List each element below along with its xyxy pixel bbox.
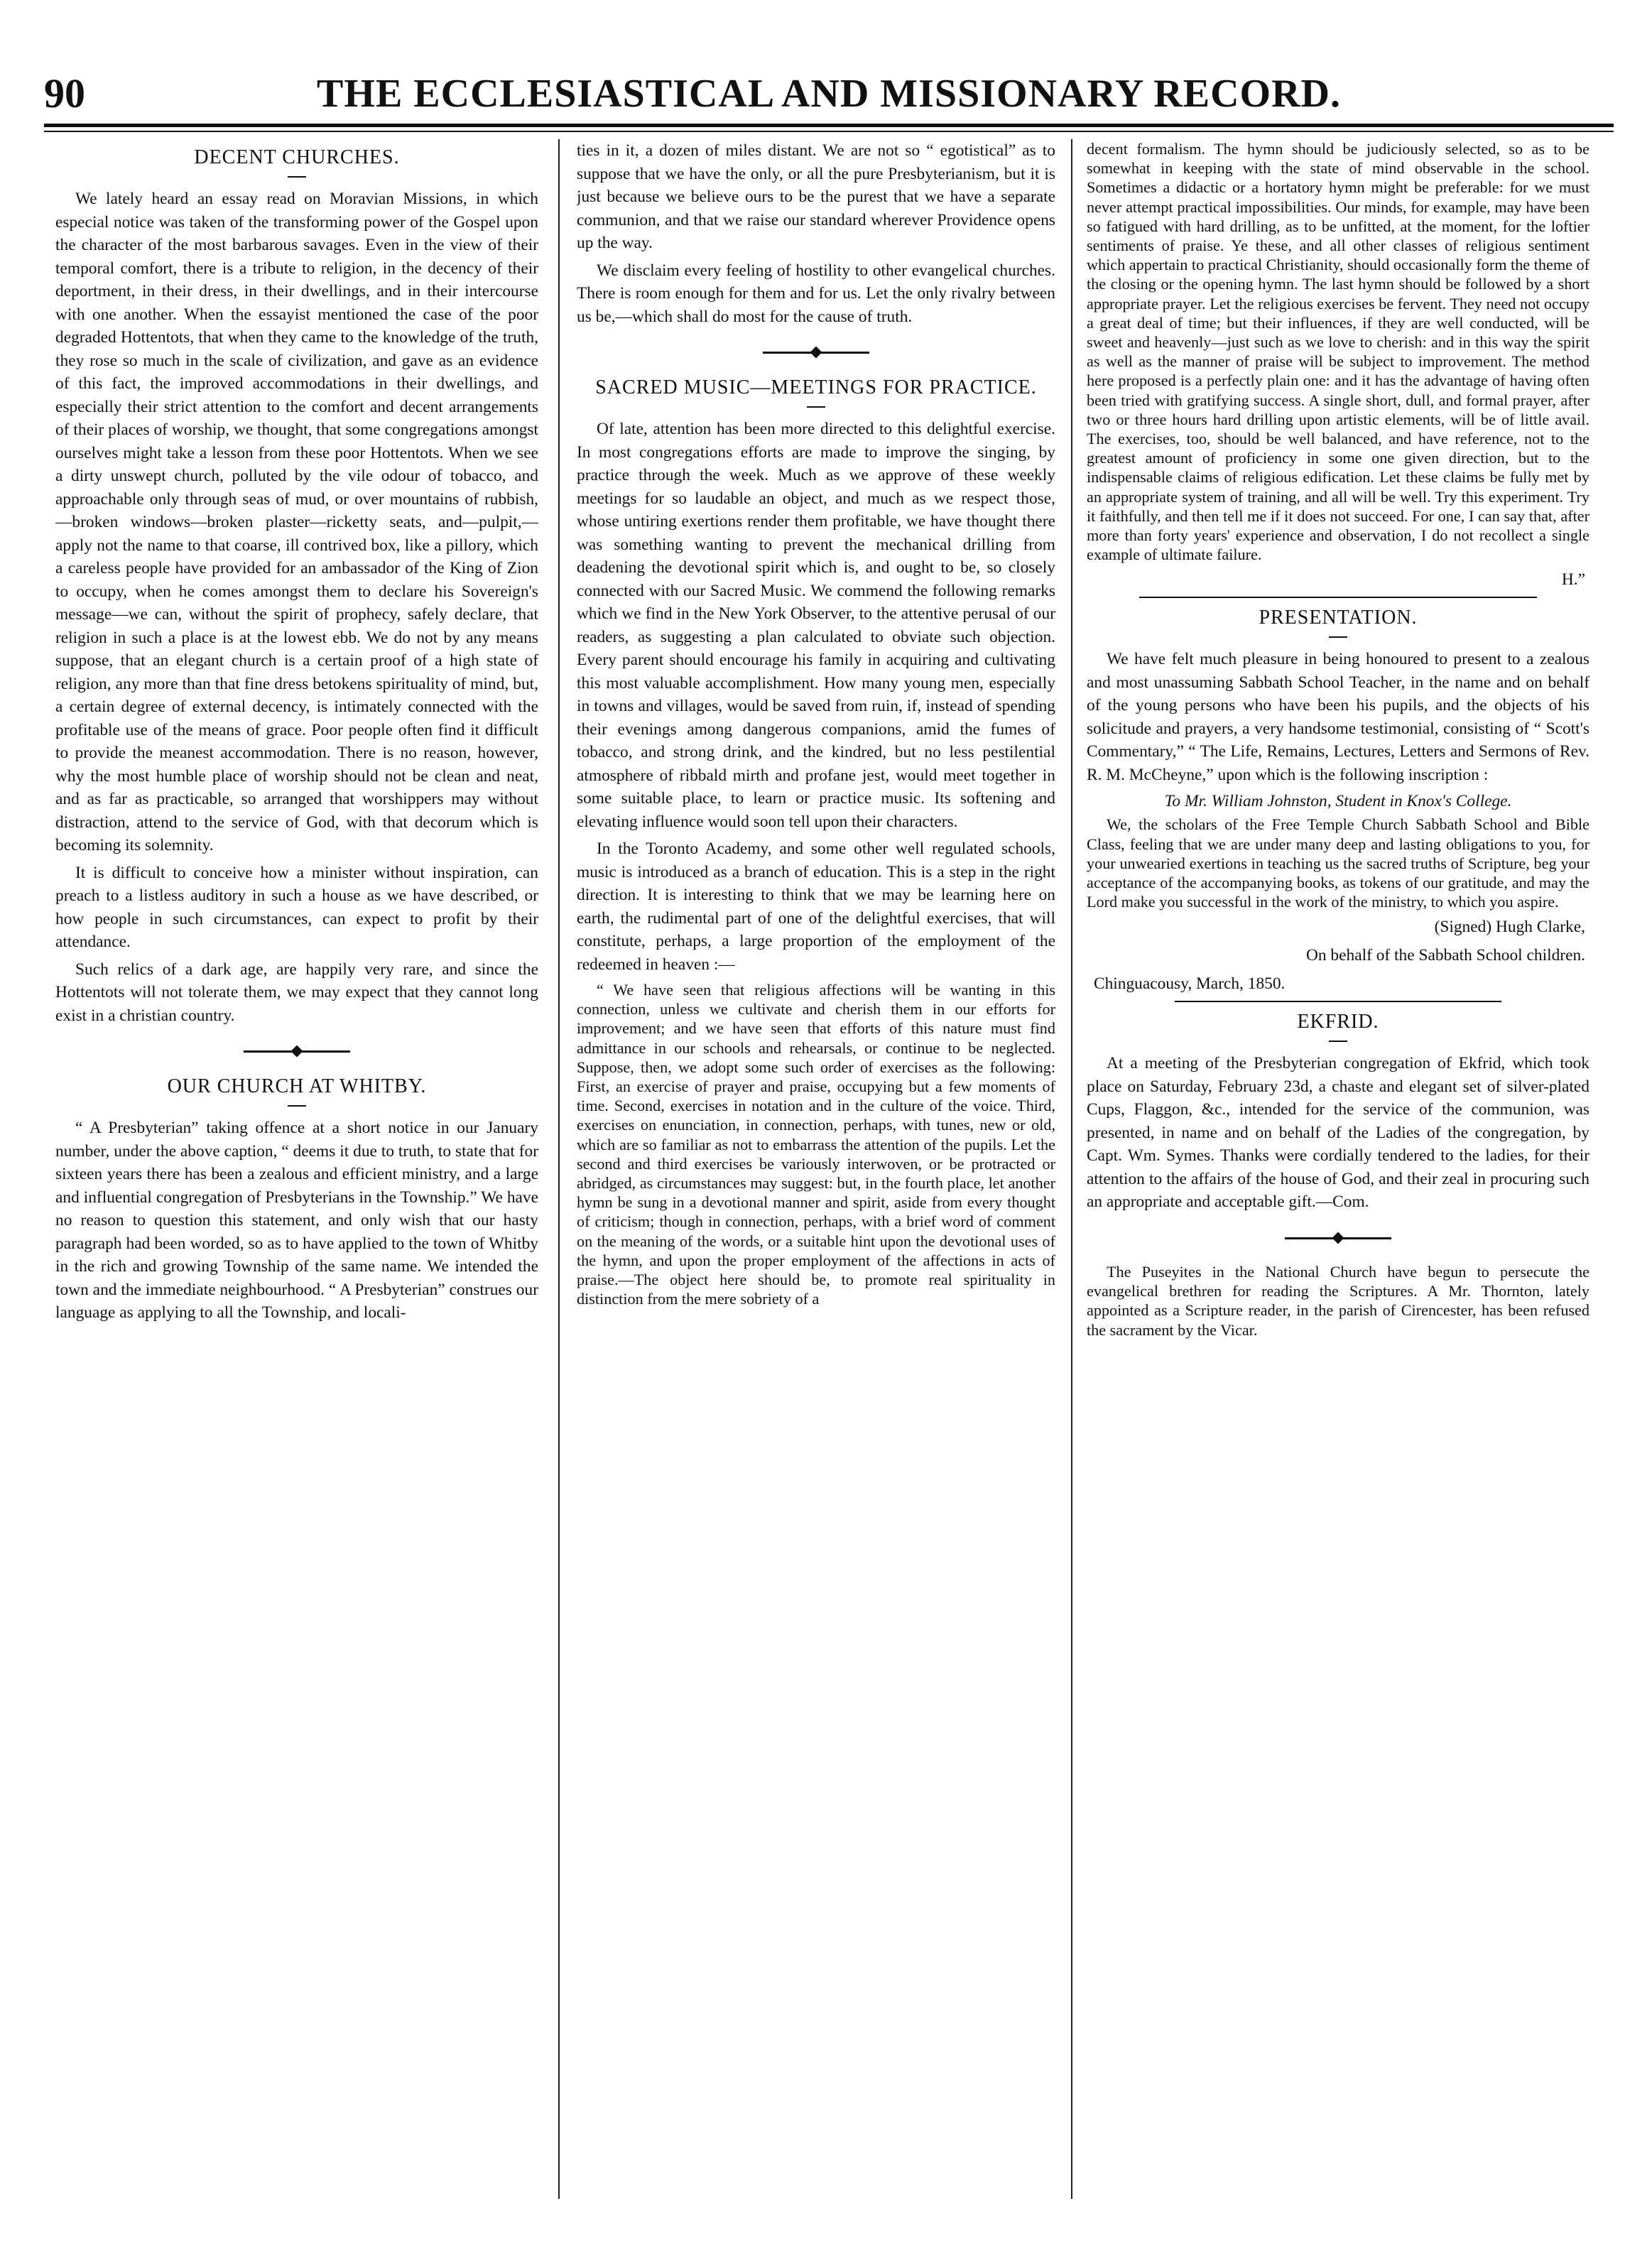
section-ornament	[577, 338, 1055, 366]
paragraph: We have felt much pleasure in being honoured to present to a zealous and most unassuming Sabbath School Teacher, in the name and on behalf of the young persons who have been his pupils, and the objects of his solicitude and prayers, a very handsome testimonial, consisting of “ Scott's Commentary,” “ The Life, Remains, Lectures, Letters and Sermons of Rev. R. M. McCheyne,” upon which is the following inscription :	[1087, 650, 1589, 784]
section-ornament	[1087, 597, 1589, 599]
column-1	[55, 139, 538, 2199]
paragraph: Of late, attention has been more directed to this delightful exercise. In most congregations efforts are made to improve the singing, by practice through the week. Much as we approve of these weekly meetings for so laudable an object, and much as we respect those, whose untiring exertions render them profitable, we have thought there was something wanting to prevent the mechanical drilling from deadening the devotional spirit which is, and ought to be, so closely connected with our Sacred Music. We commend the following remarks which we find in the New York Observer, to the attentive perusal of our readers, as suggesting a plan calculated to obviate such objection. Every parent should encourage his family in acquiring and cultivating this most valuable accomplishment. How many young men, especially in towns and villages, would be saved from ruin, if, instead of spending their evenings among dangerous companions, amid the fumes of tobacco, and strong drink, and the kindred, but no less pestilential atmosphere of ribbald mirth and profane jest, would meet together in some suitable place, to learn or practice music. Its softening and elevating influence would soon tell upon their characters.	[577, 420, 1055, 831]
inscription-place-date: Chinguacousy, March, 1850.	[1094, 974, 1286, 994]
article-heading: EKFRID.	[1297, 1011, 1379, 1033]
paragraph: The Puseyites in the National Church have begun to persecute the evangelical brethren for reading the Scriptures. A Mr. Thornton, lately appointed as a Scripture reader, in the parish of Cirencester, has been refused the sacrament by the Vicar.	[1087, 1262, 1589, 1339]
section-ornament	[1087, 1224, 1589, 1252]
column-2	[577, 139, 1055, 2199]
page-number: 90	[44, 70, 85, 116]
inscription-text: We, the scholars of the Free Temple Church Sabbath School and Bible Class, feeling that we are under many deep and lasting obligations to you, for your unwearied exertions in teaching us the sacred truths of Scripture, beg your acceptance of the accompanying books, as tokens of our gratitude, and may the Lord make you successful in the work of the ministry, to which you aspire.	[1087, 815, 1589, 911]
paragraph: Such relics of a dark age, are happily very rare, and since the Hottentots will not tolerate them, we may expect that they cannot long exist in a christian country.	[55, 960, 538, 1025]
heading-dash	[807, 406, 825, 408]
column-3	[1087, 139, 1589, 2199]
article-whitby-continued	[577, 139, 1055, 328]
inscription-signature: (Signed) Hugh Clarke,	[1434, 918, 1585, 937]
article-puseyites	[1087, 1262, 1589, 1340]
section-ornament	[55, 1037, 538, 1065]
paragraph: It is difficult to conceive how a minister without inspiration, can preach to a listless auditory in such a house as we have described, or how people in such circumstances, can expect to profit by their attendance.	[55, 863, 538, 951]
paragraph: “ A Presbyterian” taking offence at a short notice in our January number, under the above caption, “ deems it due to truth, to state that for sixteen years there has been a zealous and efficient ministry, and a large and influential congregation of Presbyterians in the Township.” We have no reason to question this statement, and only wish that our hasty paragraph had been worded, so as to have applied to the town of Whitby in the rich and growing Township of the same name. We intended the town and the immediate neighbourhood. “ A Presbyterian” construes our language as applying to all the Township, and locali-	[55, 1119, 538, 1322]
header-rule-thick	[44, 124, 1614, 127]
article-sacred-music-continued	[1087, 139, 1589, 591]
heading-dash	[1329, 1041, 1347, 1042]
article-sacred-music	[577, 376, 1055, 1308]
article-heading: OUR CHURCH AT WHITBY.	[167, 1075, 427, 1097]
paragraph: ties in it, a dozen of miles distant. We are not so “ egotistical” as to suppose that we have the only, or all the pure Presbyterianism, but it is just because we believe ours to be the purest that we have a separate communion, and that we raise our standard wherever Providence opens up the way.	[577, 141, 1055, 252]
paragraph: At a meeting of the Presbyterian congregation of Ekfrid, which took place on Saturday, February 23d, a chaste and elegant set of silver-plated Cups, Flaggon, &c., intended for the service of the communion, was presented, in name and on behalf of the Ladies of the congregation, by Capt. Wm. Symes. Thanks were cordially tendered to the ladies, for their attention to the affairs of the house of God, and their zeal in procuring such an appropriate and acceptable gift.—Com.	[1087, 1054, 1589, 1212]
masthead	[44, 65, 1614, 122]
article-heading: SACRED MUSIC—MEETINGS FOR PRACTICE.	[595, 376, 1037, 398]
article-heading: PRESENTATION.	[1259, 607, 1418, 629]
inscription-address: To Mr. William Johnston, Student in Knox's College.	[1164, 792, 1512, 811]
heading-dash	[288, 176, 306, 178]
column-divider	[1071, 139, 1072, 2199]
article-heading: DECENT CHURCHES.	[194, 146, 400, 168]
header-rule-thin	[44, 131, 1614, 132]
paragraph: We lately heard an essay read on Moravian Missions, in which especial notice was taken of the transforming power of the Gospel upon the character of the most barbarous savages. Even in the view of their temporal comfort, there is a tribute to religion, in the decency of their deportment, in their dress, in their dwellings, and in their intercourse with one another. When the essayist mentioned the case of the poor degraded Hottentots, that when they came to the knowledge of the truth, they rose so much in the scale of civilization, and gave as an evidence of this fact, the improved accommodations in their dwellings, and especially their strict attention to the comfort and decent arrangements of their places of worship, we thought, that some congregations amongst ourselves might take a lesson from these poor Hottentots. When we see a dirty unswept church, polluted by the vile odour of tobacco, and approachable only through seas of mud, or over mountains of rubbish,—broken windows—broken plaster—ricketty seats, and—pulpit,—apply not the name to that coarse, ill contrived box, like a pillory, which a careless people have provided for an ambassador of the King of Zion to occupy, when he comes amongst them to declare his Sovereign's message—we can, without the spirit of prophecy, safely declare, that religion in such a place is at the lowest ebb. We do not by any means suppose, that an elegant church is a certain proof of a high state of religion, any more than that fine dress betokens spirituality of mind, but, a certain degree of external decency, is intimately connected with the profitable use of the means of grace. Poor people often find it difficult to provide the meanest accommodation. There is no reason, however, why the most humble place of worship should not be clean and neat, and as far as practicable, so arranged that worshippers may without distraction, attend to the service of God, with that decorum which is becoming its solemnity.	[55, 190, 538, 854]
heading-dash	[1329, 636, 1347, 638]
paragraph: We disclaim every feeling of hostility to other evangelical churches. There is room enough for them and for us. Let the only rivalry between us be,—which shall do most for the cause of truth.	[577, 261, 1055, 326]
journal-title: THE ECCLESIASTICAL AND MISSIONARY RECORD.	[317, 72, 1341, 116]
section-ornament	[1087, 1001, 1589, 1004]
quoted-passage: “ We have seen that religious affections will be wanting in this connection, unless we cultivate and cherish them in our efforts for improvement; and we have seen that efforts of this nature must find admittance in our schools and rehearsals, or continue to be neglected. Suppose, then, we adopt some such order of exercises as the following: First, an exercise of prayer and praise, occupying but a few moments of time. Second, exercises in notation and in the culture of the voice. Third, exercises on enunciation, in connection, perhaps, with tunes, new or old, which are so familiar as not to embarrass the attention of the pupils. Let the second and third exercises be variously interwoven, or be protracted or abridged, as circumstances may suggest: but, in the fourth place, let another hymn be sung in a devotional manner and spirit, aside from every thought of criticism; though in connection, perhaps, with a brief word of comment on the meaning of the words, or a suitable hint upon the devotional uses of the hymn, and upon the proper employment of the affections in acts of praise.—The object here should be, to promote real spirituality in distinction from the mere sobriety of a	[577, 981, 1055, 1308]
quote-signature: H.”	[1561, 570, 1585, 590]
paragraph: In the Toronto Academy, and some other well regulated schools, music is introduced as a branch of education. This is a step in the right direction. It is interesting to think that we may be learning here on earth, the rudimental part of one of the delightful exercises, that will constitute, perhaps, a large proportion of the employment of the redeemed in heaven :—	[577, 840, 1055, 974]
quoted-passage: decent formalism. The hymn should be judiciously selected, so as to be somewhat in keeping with the state of mind observable in the school. Sometimes a didactic or a hortatory hymn might be preferable: for we must never attempt practical impossibilities. Our minds, for example, may have been so fatigued with hard drilling, as to be unfitted, at the moment, for the loftier sentiments of praise. Ye these, and all other classes of religious sentiment which appertain to practical Christianity, should occasionally form the theme of the closing or the opening hymn. The last hymn should be followed by a short appropriate prayer. Let the religious exercises be fervent. They need not occupy a great deal of time; but their influences, if they are well conducted, will be sweet and heavenly—just such as we love to cherish: and in this way the spirit as well as the manner of praise will be subject to improvement. The method here proposed is a perfectly plain one: and it has the advantage of having often been tried with gratifying success. A single short, dull, and formal prayer, after two or three hours hard drilling upon artistic elements, will be of little avail. The exercises, too, should be well balanced, and have reference, not to the greatest amount of proficiency in some one given direction, but to the indispensable claims of religious edification. Let these claims be fully met by an appropriate system of training, and all will be well. Try this experiment. Try it faithfully, and then tell me if it does not succeed. For one, I can say that, after more than forty years' experience and observation, I do not recollect a single example of ultimate failure.	[1087, 140, 1589, 564]
article-ekfrid	[1087, 1011, 1589, 1214]
article-decent-churches	[55, 146, 538, 1027]
article-whitby	[55, 1075, 538, 1325]
inscription-behalf: On behalf of the Sabbath School children.	[1306, 946, 1585, 965]
heading-dash	[288, 1105, 306, 1107]
column-divider	[558, 139, 560, 2199]
article-presentation	[1087, 607, 1589, 995]
